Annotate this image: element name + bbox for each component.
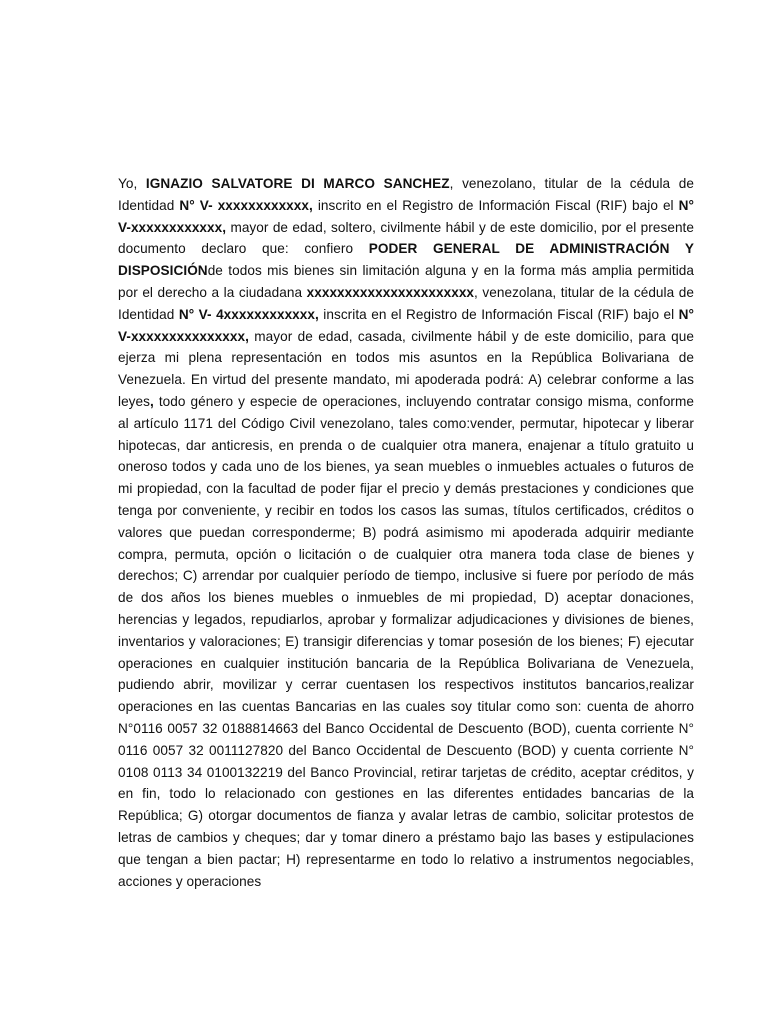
text-segment: , venezolano, titular de la cédula de Identidad xyxy=(118,176,694,213)
text-segment: todo género y especie de operaciones, incluyendo contratar consigo misma, conforme al artículo 1171 del Código Civil venezolano, tales como:vender, permutar, hipotecar y liberar hipotecas, dar anticresis, en prenda o de cualquier otra manera, enajenar a título gratuito u oneroso todos y cada uno de los bienes, ya sean muebles o inmuebles actuales o futuros de mi propiedad, con la facultad de poder fijar el precio y demás prestaciones y condiciones que tenga por conveniente, y recibir en todos los casos las sumas, títulos certificados, créditos o valores que puedan corresponderme; B) podrá asimismo mi apoderada adquirir mediante compra, permuta, opción o licitación o de cualquier otra manera toda clase de bienes y derechos; C) arrendar por cualquier período de tiempo, inclusive si fuere por período de más de dos años los bienes muebles o inmuebles de mi propiedad, D) aceptar donaciones, herencias y legados, repudiarlos, aprobar y formalizar adjudicaciones y divisiones de bienes, inventarios y valoraciones; E) transigir diferencias y tomar posesión de los bienes; F) ejecutar operaciones en cualquier institución bancaria de la República Bolivariana de Venezuela, pudiendo abrir, movilizar y cerrar cuentasen los respectivos institutos bancarios,realizar operaciones en las cuentas Bancarias en las cuales soy titular como son: cuenta de ahorro N°0116 0057 32 0188814663 del Banco Occidental de Descuento (BOD), cuenta corriente N° 0116 0057 32 0011127820 del Banco Occidental de Descuento (BOD) y cuenta corriente N° 0108 0113 34 0100132219 del Banco Provincial, retirar tarjetas de crédito, aceptar créditos, y en fin, todo lo relacionado con gestiones en las diferentes entidades bancarias de la República; G) otorgar documentos de fianza y avalar letras de cambio, solicitar protestos de letras de cambios y cheques; dar y tomar dinero a préstamo bajo las bases y estipulaciones que tengan a bien pactar; H) representarme en todo lo relativo a instrumentos negociables, acciones y operaciones xyxy=(118,393,694,889)
text-segment: mayor de edad, casada, civilmente hábil y de este domicilio, para que ejerza mi plena representación en todos mis asuntos en la República Bolivariana de Venezuela. En virtud del presente mandato, mi apoderada podrá: A) celebrar conforme a las leyes xyxy=(118,328,694,409)
attorney-rif-number: N° V-xxxxxxxxxxxxxxx, xyxy=(118,306,695,344)
text-segment: inscrita en el Registro de Información Fiscal (RIF) bajo el xyxy=(318,306,679,322)
attorney-name: xxxxxxxxxxxxxxxxxxxxxx xyxy=(306,284,475,300)
text-segment: , venezolana, titular de la cédula de Identidad xyxy=(118,284,694,322)
grantor-rif-number: N° V-xxxxxxxxxxxx, xyxy=(118,197,694,235)
grantor-id-number: N° V- xxxxxxxxxxxx, xyxy=(179,197,313,213)
power-type-heading: PODER GENERAL DE ADMINISTRACIÓN Y DISPOSICIÓN xyxy=(118,241,694,279)
text-segment: mayor de edad, soltero, civilmente hábil y de este domicilio, por el presente documento declaro que: confiero xyxy=(118,219,694,257)
bold-comma: , xyxy=(149,393,154,409)
text-segment: inscrito en el Registro de Información Fiscal (RIF) bajo el xyxy=(312,197,679,213)
text-segment: de todos mis bienes sin limitación alguna y en la forma más amplia permitida por el derecho a la ciudadana xyxy=(118,263,694,300)
text-segment: Yo, xyxy=(118,176,146,191)
attorney-id-number: N° V- 4xxxxxxxxxxxx, xyxy=(178,306,319,322)
power-of-attorney-paragraph xyxy=(118,173,694,892)
grantor-name: IGNAZIO SALVATORE DI MARCO SANCHEZ xyxy=(145,176,450,191)
